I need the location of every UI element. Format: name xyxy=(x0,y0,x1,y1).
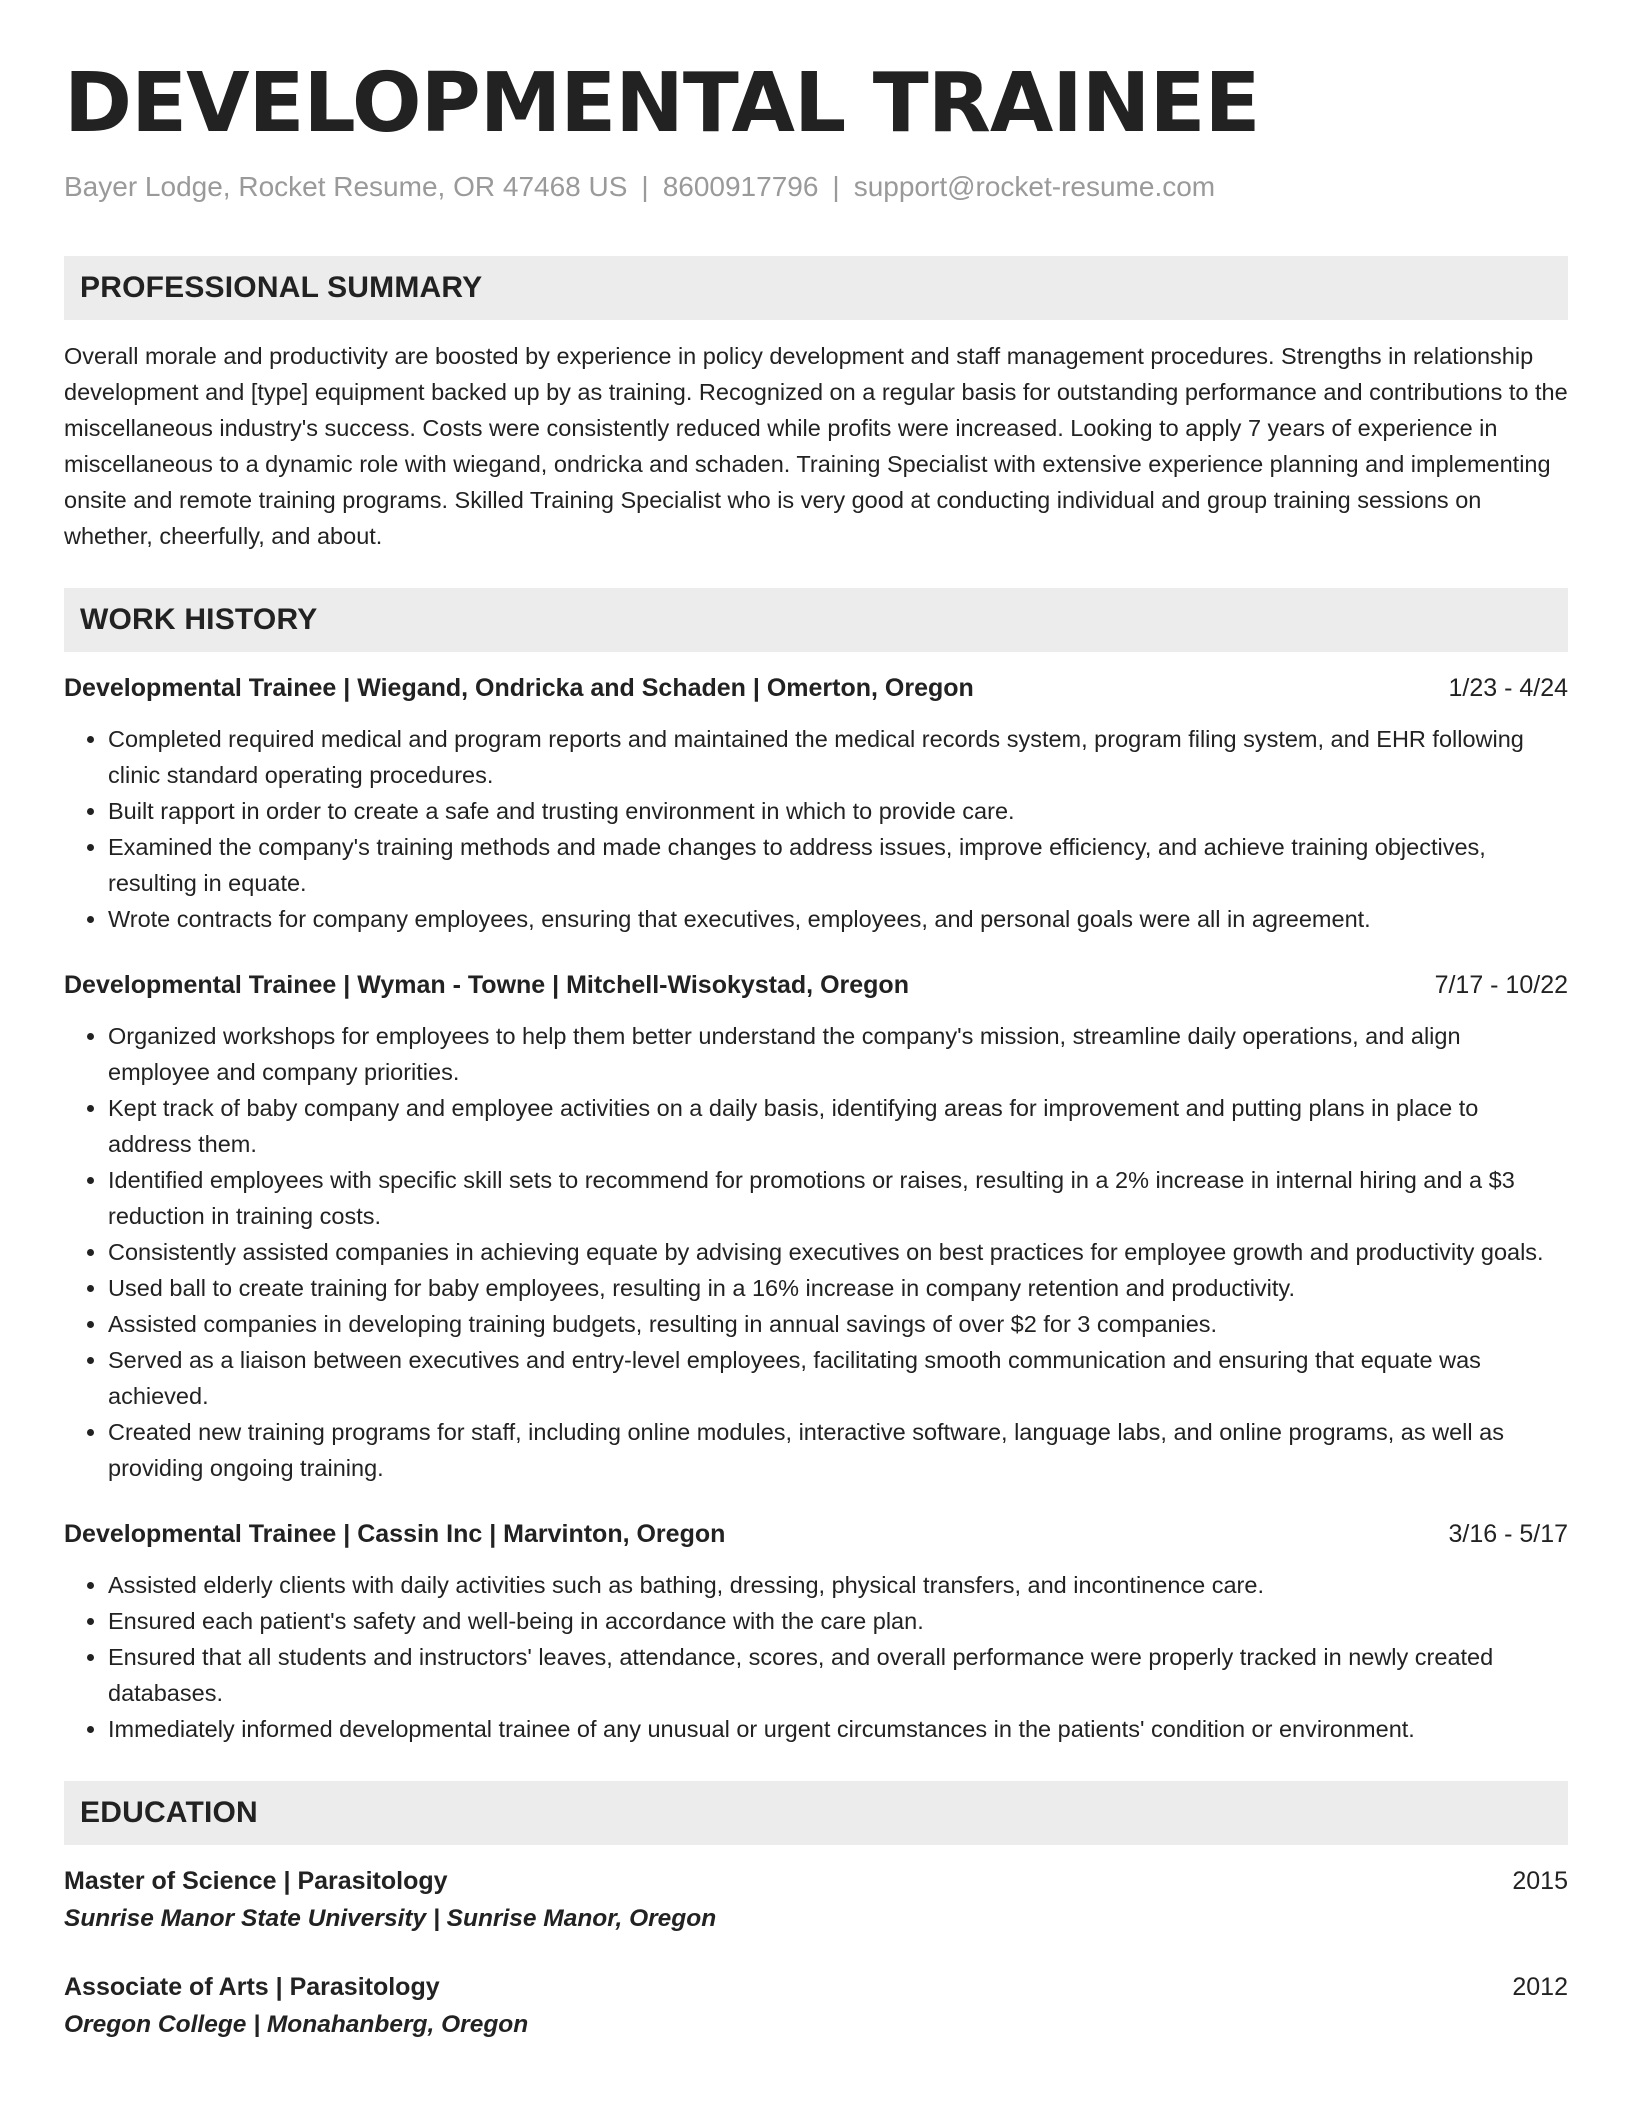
job-title: Developmental Trainee | Wyman - Towne | Mitchell-Wisokystad, Oregon xyxy=(64,971,909,999)
section-heading-summary: PROFESSIONAL SUMMARY xyxy=(64,256,1568,320)
job-bullet: • Completed required medical and program reports and maintained the medical records system, program filing system, and EHR following clinic standard operating procedures. xyxy=(108,721,1568,793)
contact-separator: | xyxy=(641,171,649,202)
contact-address: Bayer Lodge, Rocket Resume, OR 47468 US xyxy=(64,171,628,202)
education-entry xyxy=(64,1863,1568,1937)
job-bullet-list xyxy=(64,1018,1568,1486)
job-bullet: • Organized workshops for employees to help them better understand the company's mission, streamline daily operations, and align employee and company priorities. xyxy=(108,1018,1568,1090)
contact-phone: 8600917796 xyxy=(662,171,819,202)
section-heading-work-history: WORK HISTORY xyxy=(64,588,1568,652)
job-entry xyxy=(64,670,1568,937)
summary-text: Overall morale and productivity are boosted by experience in policy development and staff management procedures. Strengths in relationship development and [type] equipment backed up by as training. Recognized on a regular basis for outstanding performance and contributions to the miscellaneous industry's success. Costs were consistently reduced while profits were increased. Looking to apply 7 years of experience in miscellaneous to a dynamic role with wiegand, ondricka and schaden. Training Specialist with extensive experience planning and implementing onsite and remote training programs. Skilled Training Specialist who is very good at conducting individual and group training sessions on whether, cheerfully, and about. xyxy=(64,343,1568,549)
resume-page xyxy=(64,54,1568,2043)
job-bullet: • Created new training programs for staff, including online modules, interactive software, language labs, and online programs, as well as providing ongoing training. xyxy=(108,1414,1568,1486)
education-school: Oregon College | Monahanberg, Oregon xyxy=(64,2011,529,2038)
education-header xyxy=(64,1969,1568,2005)
job-bullet: • Immediately informed developmental trainee of any unusual or urgent circumstances in the patients' condition or environment. xyxy=(108,1711,1568,1747)
job-bullet: • Kept track of baby company and employee activities on a daily basis, identifying areas for improvement and putting plans in place to address them. xyxy=(108,1090,1568,1162)
education-year: 2012 xyxy=(1512,1973,1568,2001)
job-dates: 7/17 - 10/22 xyxy=(1434,971,1568,999)
education-degree: Master of Science | Parasitology xyxy=(64,1867,448,1895)
job-bullet: • Ensured each patient's safety and well-being in accordance with the care plan. xyxy=(108,1603,1568,1639)
job-bullet-list xyxy=(64,721,1568,937)
job-bullet: • Identified employees with specific skill sets to recommend for promotions or raises, resulting in a 2% increase in internal hiring and a $3 reduction in training costs. xyxy=(108,1162,1568,1234)
candidate-name: DEVELOPMENTAL TRAINEE xyxy=(64,56,1260,151)
job-dates: 3/16 - 5/17 xyxy=(1448,1520,1568,1548)
contact-line xyxy=(64,170,1568,204)
education-section xyxy=(64,1781,1568,2043)
job-bullet: • Assisted companies in developing training budgets, resulting in annual savings of over $2 for 3 companies. xyxy=(108,1306,1568,1342)
job-title: Developmental Trainee | Wiegand, Ondricka and Schaden | Omerton, Oregon xyxy=(64,674,974,702)
job-title: Developmental Trainee | Cassin Inc | Marvinton, Oregon xyxy=(64,1520,726,1548)
job-header xyxy=(64,1516,1568,1552)
education-school: Sunrise Manor State University | Sunrise Manor, Oregon xyxy=(64,1905,717,1932)
job-bullet: • Consistently assisted companies in achieving equate by advising executives on best practices for employee growth and productivity goals. xyxy=(108,1234,1568,1270)
contact-email: support@rocket-resume.com xyxy=(853,171,1216,202)
job-entry xyxy=(64,967,1568,1486)
education-entry xyxy=(64,1969,1568,2043)
job-bullet: • Wrote contracts for company employees, ensuring that executives, employees, and personal goals were all in agreement. xyxy=(108,901,1568,937)
job-dates: 1/23 - 4/24 xyxy=(1448,674,1568,702)
job-header xyxy=(64,967,1568,1003)
education-year: 2015 xyxy=(1512,1867,1568,1895)
job-entry xyxy=(64,1516,1568,1747)
job-bullet: • Built rapport in order to create a safe and trusting environment in which to provide care. xyxy=(108,793,1568,829)
job-bullet: • Served as a liaison between executives and entry-level employees, facilitating smooth communication and ensuring that equate was achieved. xyxy=(108,1342,1568,1414)
job-bullet: • Ensured that all students and instructors' leaves, attendance, scores, and overall performance were properly tracked in newly created databases. xyxy=(108,1639,1568,1711)
job-bullet: • Examined the company's training methods and made changes to address issues, improve efficiency, and achieve training objectives, resulting in equate. xyxy=(108,829,1568,901)
section-heading-education: EDUCATION xyxy=(64,1781,1568,1845)
education-degree: Associate of Arts | Parasitology xyxy=(64,1973,440,2001)
work-history-section xyxy=(64,588,1568,1747)
job-bullet: • Assisted elderly clients with daily activities such as bathing, dressing, physical transfers, and incontinence care. xyxy=(108,1567,1568,1603)
summary-section xyxy=(64,256,1568,554)
job-bullet: • Used ball to create training for baby employees, resulting in a 16% increase in company retention and productivity. xyxy=(108,1270,1568,1306)
job-bullet-list xyxy=(64,1567,1568,1747)
contact-separator: | xyxy=(832,171,840,202)
education-header xyxy=(64,1863,1568,1899)
job-header xyxy=(64,670,1568,706)
